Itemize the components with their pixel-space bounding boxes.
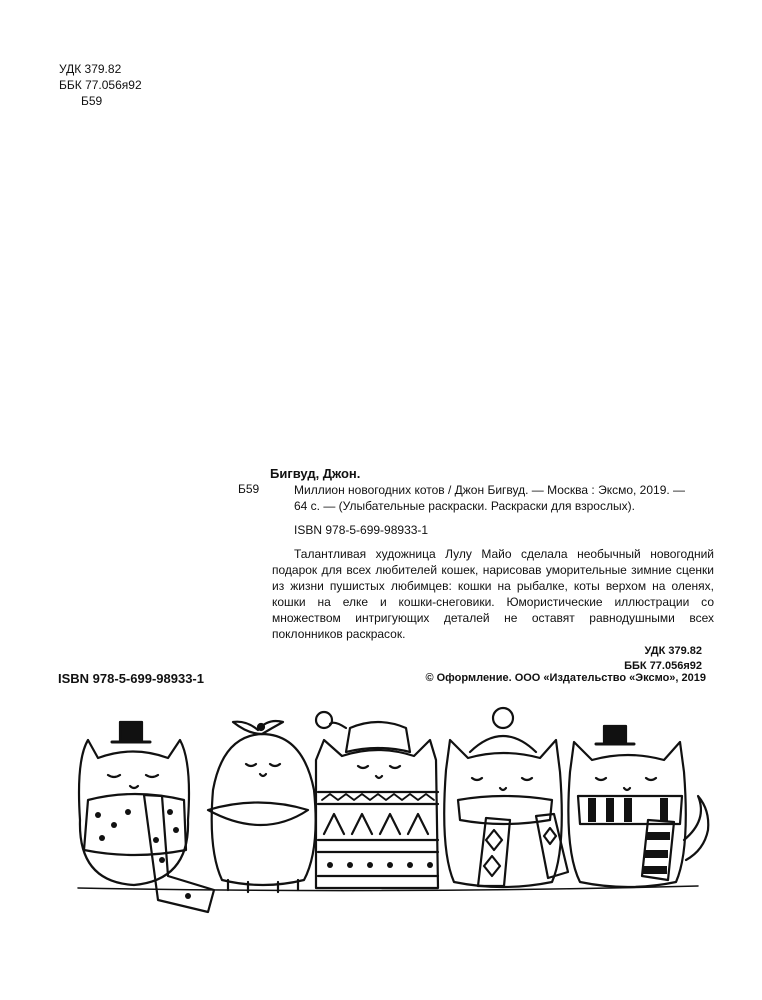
bib-isbn: ISBN 978-5-699-98933-1 <box>294 523 429 537</box>
cat-2-icon <box>208 721 316 892</box>
copyright-notice: © Оформление. ООО «Издательство «Эксмо», 2019 <box>425 672 706 684</box>
cats-illustration-icon <box>58 700 718 920</box>
footer-isbn: ISBN 978-5-699-98933-1 <box>58 671 204 686</box>
bibliographic-record <box>272 466 714 674</box>
bib-codes <box>272 644 702 674</box>
bib-title-line: Миллион новогодних котов / Джон Бигвуд. — Москва : Эксмо, 2019. — <box>294 483 686 497</box>
bib-udk: УДК 379.82 <box>644 645 702 657</box>
cat-1-icon <box>79 722 214 912</box>
bib-author-mark: Б59 <box>238 482 260 496</box>
bib-bbk: ББК 77.056я92 <box>624 660 702 672</box>
cat-3-icon <box>316 712 438 888</box>
bib-annotation: Талантливая художница Лулу Майо сделала необычный новогодний подарок для всех любителей кошек, нарисовав уморительные зимние сценки из жизни пушистых любимцев: кошки на рыбалке, коты верхом на оленях, кошки на елке и кошки-снеговики. Юмористические иллюстрации со множеством интригующих деталей не оставят равнодушными всех поклонников раскрасок. <box>272 547 714 641</box>
bib-extent-series: 64 с. — (Улыбательные раскраски. Раскраски для взрослых). <box>294 499 635 513</box>
classification-codes-top <box>59 61 142 109</box>
author-mark: Б59 <box>81 94 103 108</box>
bib-author: Бигвуд, Джон. <box>270 466 361 481</box>
cat-4-icon <box>444 708 568 887</box>
udk-code: УДК 379.82 <box>59 62 122 76</box>
bbk-code: ББК 77.056я92 <box>59 78 142 92</box>
cat-5-icon <box>568 726 708 887</box>
